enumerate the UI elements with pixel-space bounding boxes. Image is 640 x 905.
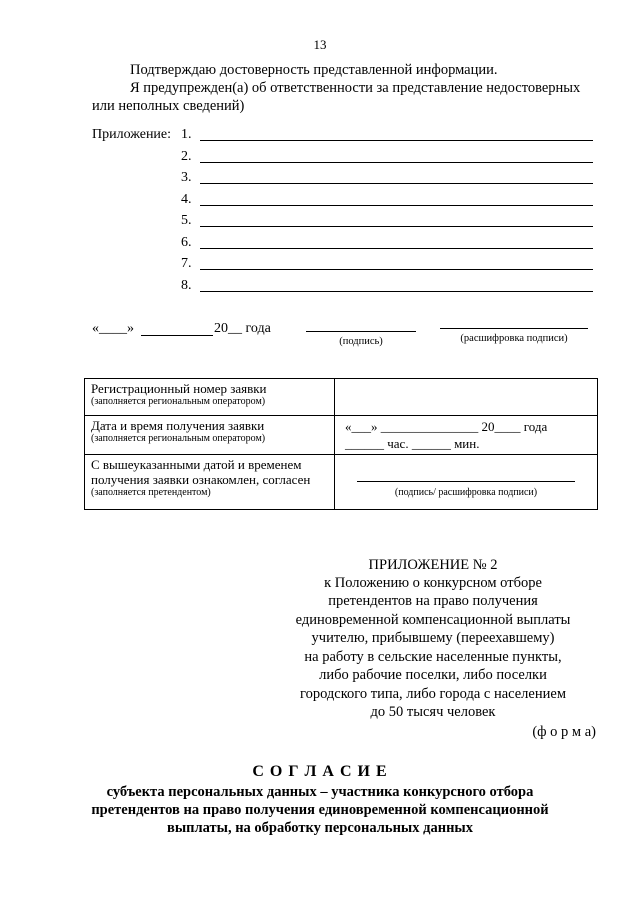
date-open: «____»: [92, 321, 134, 336]
consent-subtitle-line: претендентов на право получения единовременной компенсационной: [91, 802, 549, 818]
date-month-line[interactable]: [141, 335, 213, 336]
attachment-line[interactable]: [200, 291, 593, 292]
signature-caption: (подпись): [339, 336, 383, 347]
signature-line[interactable]: [306, 331, 416, 332]
table-cell: [85, 379, 335, 416]
row-note: (заполняется региональным оператором): [91, 433, 266, 444]
row-label: С вышеуказанными датой и временем: [91, 457, 302, 472]
acknowledgement-signature-field[interactable]: [335, 455, 598, 510]
consent-subtitle-line: выплаты, на обработку персональных данных: [166, 820, 473, 836]
page-number: 13: [313, 37, 327, 52]
appendix-line: учителю, прибывшему (переехавшему): [311, 630, 555, 646]
received-time: ______ час. ______ мин.: [345, 436, 480, 451]
acknowledgement-signature-line[interactable]: [357, 481, 575, 482]
appendix-title: ПРИЛОЖЕНИЕ № 2: [368, 557, 498, 573]
attachment-line[interactable]: [200, 140, 593, 141]
form-label: (ф о р м а): [532, 724, 596, 740]
row-note: (заполняется региональным оператором): [91, 396, 266, 407]
appendix-line: либо рабочие поселки, либо поселки: [319, 667, 547, 683]
received-date: «___» _______________ 20____ года: [345, 419, 548, 434]
attachment-line[interactable]: [200, 248, 593, 249]
attachment-number: 4.: [181, 192, 192, 207]
confirm-line-1: Подтверждаю достоверность представленной информации.: [130, 62, 498, 78]
confirm-line-3: или неполных сведений): [92, 98, 245, 114]
attachment-number: 8.: [181, 278, 192, 293]
signature-decode-line[interactable]: [440, 328, 588, 329]
acknowledgement-caption: (подпись/ расшифровка подписи): [394, 487, 538, 498]
attachment-number: 7.: [181, 256, 192, 271]
date-year: 20__ года: [214, 321, 271, 336]
table-cell: [85, 416, 335, 455]
confirm-line-2: Я предупрежден(а) об ответственности за представление недостоверных: [130, 80, 581, 96]
table-row: [85, 455, 598, 510]
attachment-line[interactable]: [200, 205, 593, 206]
attachment-line[interactable]: [200, 226, 593, 227]
attachment-number: 6.: [181, 235, 192, 250]
appendix-line: единовременной компенсационной выплаты: [295, 612, 571, 628]
row-label: Регистрационный номер заявки: [91, 381, 267, 396]
attachment-line[interactable]: [200, 269, 593, 270]
appendix-line: к Положению о конкурсном отборе: [324, 575, 542, 591]
appendix-line: до 50 тысяч человек: [370, 704, 496, 720]
appendix-line: претендентов на право получения: [328, 593, 538, 609]
attachment-number: 1.: [181, 127, 192, 142]
attachment-number: 5.: [181, 213, 192, 228]
attachments-label: Приложение:: [92, 127, 172, 142]
row-label: Дата и время получения заявки: [91, 418, 265, 433]
table-row: [85, 416, 598, 455]
table-cell: [85, 455, 335, 510]
row-note: (заполняется претендентом): [91, 487, 211, 498]
appendix-line: городского типа, либо города с населением: [299, 686, 566, 702]
attachment-line[interactable]: [200, 183, 593, 184]
registration-number-field[interactable]: [335, 379, 598, 416]
table-row: [85, 379, 598, 416]
consent-subtitle-line: субъекта персональных данных – участника конкурсного отбора: [106, 784, 534, 800]
attachment-number: 3.: [181, 170, 192, 185]
attachment-line[interactable]: [200, 162, 593, 163]
registration-table: [84, 378, 598, 510]
row-label: получения заявки ознакомлен, согласен: [91, 472, 311, 487]
attachment-number: 2.: [181, 149, 192, 164]
consent-title: С О Г Л А С И Е: [252, 763, 388, 780]
appendix-line: на работу в сельские населенные пункты,: [304, 649, 562, 665]
received-datetime-field[interactable]: [335, 416, 598, 455]
signature-decode-caption: (расшифровка подписи): [460, 333, 568, 344]
